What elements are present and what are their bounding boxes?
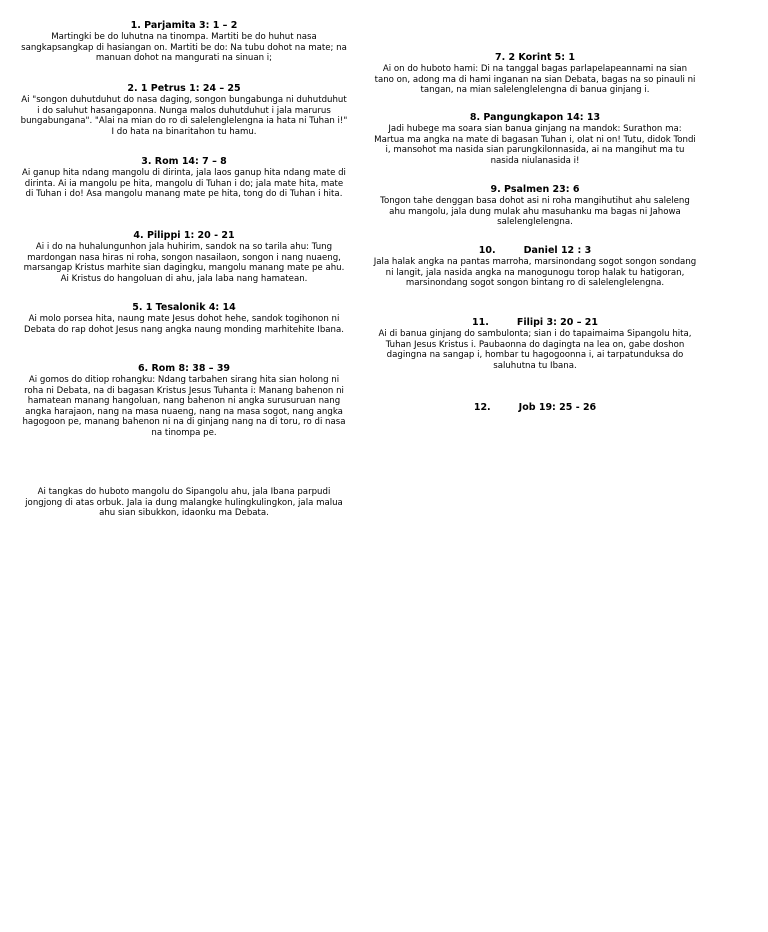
- verse-text: Jala halak angka na pantas marroha, marsinondang sogot songon sondang ni langit, jala nasida angka na manogunogu torop halak tu hatigoran, marsinondang sogot songon bintang ro di salelenglelengna.: [373, 257, 697, 288]
- verse-entry-8: [372, 112, 698, 166]
- verse-entry-1: [20, 20, 348, 64]
- verse-entry-5: [20, 302, 348, 335]
- verse-text: Martingki be do luhutna na tinompa. Martiti be do huhut nasa sangkapsangkap di hasiangan on. Martiti be do: Na tubu dohot na mate; na manuan dohot na mangurati na sinuan i;: [21, 32, 347, 63]
- verse-heading: 5. 1 Tesalonik 4: 14: [132, 302, 236, 313]
- verse-number: 10.: [478, 245, 496, 256]
- verse-text: Jadi hubege ma soara sian banua ginjang na mandok: Surathon ma: Martua ma angka na mate di bagasan Tuhan i, olat ni on! Tutu, didok Tondi i, mansohot ma nasida sian parungkilonnasida, ai na mangihut ma tu nasida niulanasida i!: [374, 124, 696, 166]
- verse-heading: [372, 402, 698, 414]
- verse-entry-9: [372, 184, 698, 228]
- verse-entry-2: [20, 83, 348, 137]
- verse-number: 12.: [473, 402, 491, 413]
- verse-text: Ai molo porsea hita, naung mate Jesus dohot hehe, sandok togihonon ni Debata do rap dohot Jesus nang angka naung monding marhitehite Ibana.: [23, 314, 344, 335]
- verse-entry-7: [372, 52, 698, 96]
- verse-heading: 2. 1 Petrus 1: 24 – 25: [127, 83, 241, 94]
- verse-text: Ai di banua ginjang do sambulonta; sian i do tapaimaima Sipangolu hita, Tuhan Jesus Kristus i. Paubaonna do dagingta na lea on, gabe doshon dagingna na sangap i, hombar tu hagogoonna i, ai tarpatunduksa do saluhutna tu Ibana.: [378, 329, 692, 371]
- verse-text: Ai i do na huhalungunhon jala huhirim, sandok na so tarila ahu: Tung mardongan nasa hiras ni roha, songon nasailaon, songon i nang nuaeng, marsangap Kristus marhite sian dagingku, mangolu manang mate pe ahu. Ai Kristus do hangoluan di ahu, jala laba nang hamatean.: [23, 242, 345, 284]
- verse-heading: 3. Rom 14: 7 – 8: [141, 156, 227, 167]
- verse-heading: 9. Psalmen 23: 6: [490, 184, 580, 195]
- verse-text: Ai gomos do ditiop rohangku: Ndang tarbahen sirang hita sian holong ni roha ni Debata, na di bagasan Kristus Jesus Tuhanta i: Manang bahenon ni hamatean manang hangoluan, nang bahenon ni angka surusuruan nang angka harajaon, nang na masa nuaeng, nang na masa sogot, nang angka hagogoon pe, manang bahenon ni na di ginjang nang na di toru, ro di nasa na tinompa pe.: [22, 375, 346, 438]
- verse-heading: 7. 2 Korint 5: 1: [494, 52, 576, 63]
- verse-reference: Job 19: 25 - 26: [518, 402, 597, 413]
- verse-number: 11.: [472, 317, 489, 328]
- verse-entry-11: [372, 317, 698, 371]
- verse-heading: 6. Rom 8: 38 – 39: [137, 363, 231, 374]
- verse-heading: 4. Pilippi 1: 20 - 21: [133, 230, 235, 241]
- verse-entry-3: [20, 156, 348, 200]
- verse-text: Ai ganup hita ndang mangolu di dirinta, jala laos ganup hita ndang mate di dirinta. Ai ia mangolu pe hita, mangolu di Tuhan i do; jala mate hita, mate di Tuhan i do! Asa mangolu manang mate pe hita, tong do di Tuhan i hita.: [22, 168, 346, 199]
- verse-text: Tongon tahe denggan basa dohot asi ni roha mangihutihut ahu saleleng ahu mangolu, jala dung mulak ahu masuhanku ma bagas ni Jahowa salelenglelengna.: [380, 196, 690, 227]
- verse-heading: [372, 317, 698, 329]
- verse-entry-12: [372, 402, 698, 414]
- verse-entry-6: [20, 363, 348, 438]
- verse-reference: Daniel 12 : 3: [523, 245, 592, 256]
- verse-reference: Filipi 3: 20 – 21: [516, 317, 598, 328]
- verse-entry-4: [20, 230, 348, 284]
- verse-entry-10: [372, 245, 698, 289]
- verse-heading: 1. Parjamita 3: 1 – 2: [130, 20, 238, 31]
- verse-heading: 8. Pangungkapon 14: 13: [469, 112, 601, 123]
- closing-paragraph: Ai tangkas do huboto mangolu do Sipangolu ahu, jala Ibana parpudi jongjong di atas orbuk. Jala ia dung malangke hulingkulingkon, jala malua ahu sian sibukkon, idaonku ma Debata.: [25, 487, 343, 518]
- verse-heading: [372, 245, 698, 257]
- verse-text: Ai "songon duhutduhut do nasa daging, songon bungabunga ni duhutduhut i do saluhut hasangaponna. Nunga malos duhutduhut i jala marurus bungabungana". "Alai na mian do ro di salelenglelengna ia hata ni Tuhan i!" I do hata na binaritahon tu hamu.: [20, 95, 348, 137]
- verse-text: Ai on do huboto hami: Di na tanggal bagas parlapelapeannami na sian tano on, adong ma di hami inganan na sian Debata, bagas na so pinauli ni tangan, na mian salelenglelengna di banua ginjang i.: [374, 64, 696, 95]
